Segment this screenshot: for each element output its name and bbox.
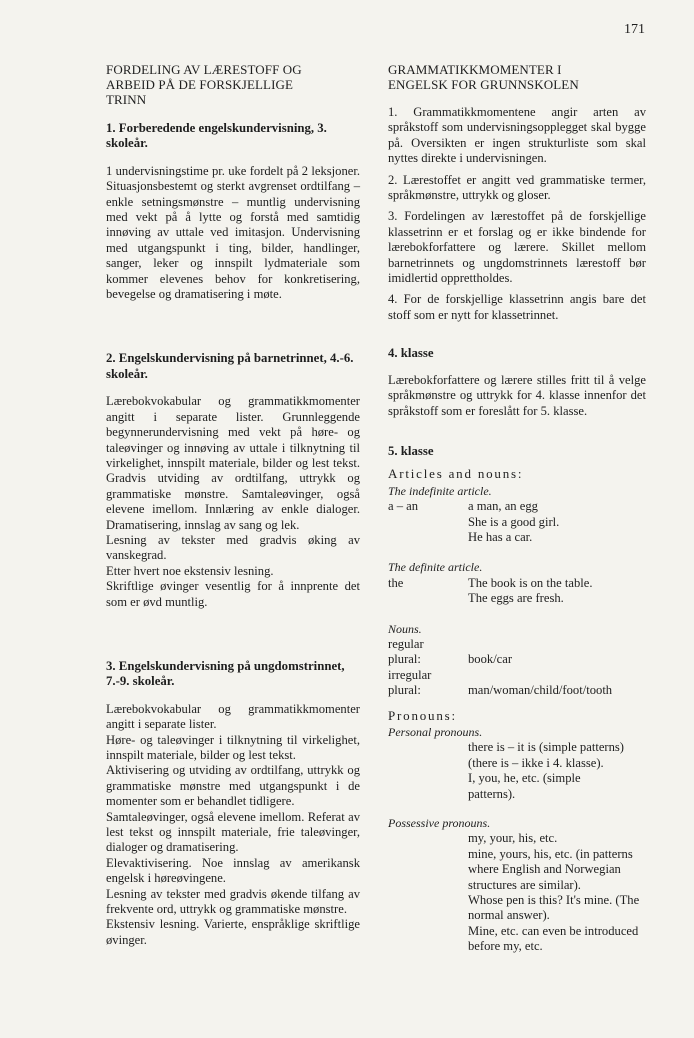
plural-label: plural: — [388, 652, 421, 667]
definite-key: the — [388, 575, 404, 590]
section-2-para: Lesning av tekster med gradvis øking av vanskegrad. — [106, 532, 360, 563]
indefinite-values — [468, 499, 646, 545]
example-line: (there is – ikke i 4. klasse). — [468, 755, 604, 770]
klasse-4-heading: 4. klasse — [388, 346, 434, 361]
section-1-heading: 1. Forberedende engelskundervisning, 3. skoleår. — [106, 121, 327, 151]
irregular-label: irregular — [388, 667, 432, 682]
section-2-heading: 2. Engelskundervisning på barnetrinnet, 4.-6. skoleår. — [106, 351, 354, 381]
plural-value: man/woman/child/foot/tooth — [468, 683, 613, 698]
example-line: She is a good girl. — [468, 514, 560, 529]
example-line: Whose pen is this? It's mine. (The normal answer). — [468, 893, 640, 923]
klasse-5-heading: 5. klasse — [388, 443, 434, 458]
example-line: my, your, his, etc. — [468, 831, 558, 846]
intro-para: 2. Lærestoffet er angitt ved grammatiske termer, språkmønstre, uttrykk og gloser. — [388, 172, 646, 203]
plural-label: plural: — [388, 683, 421, 698]
example-line: patterns). — [468, 786, 516, 801]
example-line: He has a car. — [468, 529, 533, 544]
example-line: The book is on the table. — [468, 575, 593, 590]
indefinite-article-label: The indefinite article. — [388, 483, 492, 498]
personal-pronouns-label: Personal pronouns. — [388, 725, 483, 739]
articles-nouns-heading: Articles and nouns: — [388, 466, 524, 482]
pronouns-heading: Pronouns: — [388, 707, 457, 723]
section-3-para: Ekstensiv lesning. Varierte, enspråklige skriftlige øvinger. — [106, 917, 360, 947]
section-3-para: Aktivisering og utviding av ordtilfang, uttrykk og grammatiske mønstre med utgangspunkt i de momenter som er behandlet tidligere. — [106, 763, 360, 809]
right-title — [388, 62, 646, 92]
section-3-para: Samtaleøvinger, også elevene imellom. Referat av lest tekst og innspilt materiale, frie taleøvinger, dialoger og dramatisering. — [106, 809, 360, 855]
possessive-pronouns-examples — [388, 831, 646, 954]
right-title-line: GRAMMATIKKMOMENTER I — [388, 62, 562, 77]
example-line: there is – it is (simple patterns) — [468, 740, 624, 755]
intro-para: 3. Fordelingen av lærestoffet på de forskjellige klassetrinn er et forslag og er ikke bindende for lærebokforfattere og lærere. Skillet mellom barnetrinnets og ungdomstrinnets lærestoff bør imidlertid opprettholdes. — [388, 209, 646, 286]
right-title-line: ENGELSK FOR GRUNNSKOLEN — [388, 77, 579, 92]
left-title-line: FORDELING AV LÆRESTOFF OG — [106, 62, 302, 77]
left-column — [106, 62, 360, 948]
left-title-line: TRINN — [106, 92, 147, 107]
section-3-para: Høre- og taleøvinger i tilknytning til virkelighet, innspilt materiale, bilder og lest tekst. — [106, 732, 360, 762]
section-3-para: Lesning av tekster med gradvis økende tilfang av frekvente ord, uttrykk og grammatiske mønstre. — [106, 886, 360, 917]
section-2-para: Skriftlige øvinger vesentlig for å innprente det som er øvd muntlig. — [106, 579, 360, 609]
irregular-plural — [388, 683, 646, 698]
example-line: Mine, etc. can even be introduced before my, etc. — [468, 923, 639, 954]
nouns-label: Nouns. — [388, 621, 422, 636]
right-column — [388, 62, 646, 955]
definite-article-label: The definite article. — [388, 560, 483, 575]
example-line: mine, yours, his, etc. (in patterns where English and Norwegian structures are similar). — [468, 846, 633, 892]
definite-values — [468, 576, 646, 607]
section-3-para: Elevaktivisering. Noe innslag av amerikansk engelsk i høreøvingene. — [106, 855, 360, 886]
section-2-para: Lærebokvokabular og grammatikkmomenter angitt i separate lister. Grunnleggende begynnerundervisning med vekt på høre- og taleøvinger og innøving av uttale i tilknytning til virkelighet, innspilt materiale, bilder og lest tekst. Gradvis utviding av ordtilfang, uttrykk og grammatiske mønstre. Samtaleøvinger, også elevene imellom. Innlæring av enkle dialoger. Dramatisering, innslag av sang og lek. — [106, 394, 360, 532]
personal-pronouns-examples — [388, 740, 646, 802]
indefinite-key: a – an — [388, 499, 419, 514]
klasse-4-text: Lærebokforfattere og lærere stilles fritt til å velge språkmønstre og uttrykk for 4. klasse innenfor det språkstoff som er foreslått for 5. klasse. — [388, 372, 646, 418]
indefinite-example — [388, 499, 646, 545]
section-2-para: Etter hvert noe ekstensiv lesning. — [106, 563, 274, 578]
intro-para: 4. For de forskjellige klassetrinn angis bare det stoff som er nytt for klassetrinnet. — [388, 292, 646, 322]
possessive-pronouns-label: Possessive pronouns. — [388, 816, 491, 831]
example-line: The eggs are fresh. — [468, 591, 564, 606]
plural-value: book/car — [468, 652, 513, 667]
section-1-text: 1 undervisningstime pr. uke fordelt på 2 leksjoner. Situasjonsbestemt og sterkt avgrenset ordtilfang – enkle setningsmønstre – muntlig undervisning med vekt på å lytte og forstå med samtidig innøving av uttale ved imitasjon. Undervisning med utgangspunkt i ting, bilder, handlinger, sanger, leker og innspilt lydmateriale som kommer elevenes behov for konkretisering, bevegelse og dramatisering i møte. — [106, 163, 360, 302]
page-number: 171 — [624, 22, 645, 37]
intro-para: 1. Grammatikkmomentene angir arten av språkstoff som undervisningsopplegget skal bygge på. Oversikten er ingen strukturliste som skal nyttes direkte i undervisningen. — [388, 105, 646, 166]
left-title — [106, 62, 360, 107]
section-3-para: Lærebokvokabular og grammatikkmomenter angitt i separate lister. — [106, 701, 360, 732]
section-3-heading: 3. Engelskundervisning på ungdomstrinnet, 7.-9. skoleår. — [106, 658, 345, 689]
left-title-line: ARBEID PÅ DE FORSKJELLIGE — [106, 77, 294, 92]
regular-label: regular — [388, 636, 424, 651]
example-line: I, you, he, etc. (simple — [468, 771, 581, 786]
definite-example — [388, 576, 646, 607]
example-line: a man, an egg — [468, 499, 538, 514]
regular-plural — [388, 652, 646, 667]
